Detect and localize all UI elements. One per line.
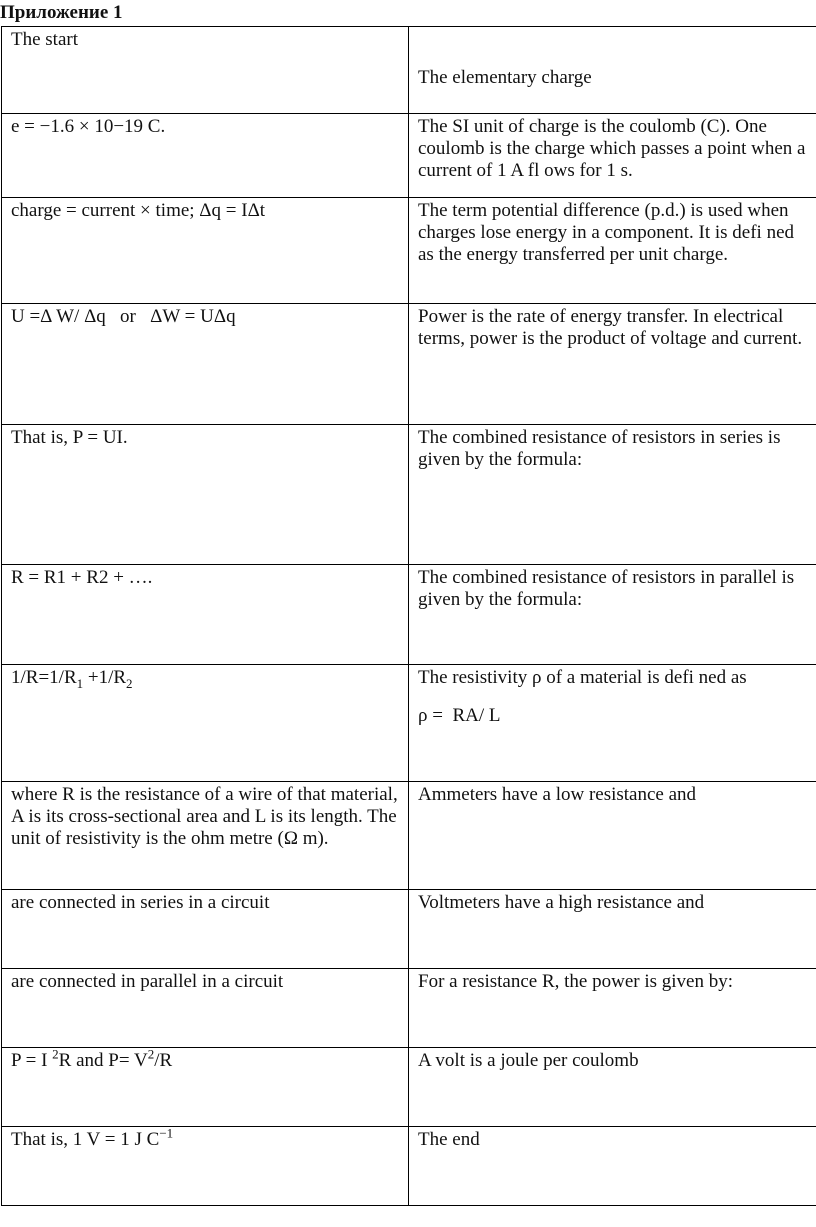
formula-part: That is, 1 V = 1 J C — [11, 1129, 160, 1150]
table-row — [2, 665, 816, 782]
table-cell-left: R = R1 + R2 + …. — [2, 565, 409, 665]
table-cell-left — [2, 665, 409, 782]
table-cell-right: The combined resistance of resistors in series is given by the formula: — [409, 425, 816, 565]
table-row — [2, 782, 816, 890]
table-cell-right: A volt is a joule per coulomb — [409, 1048, 816, 1127]
table-cell-left: U =Δ W/ Δq or ΔW = UΔq — [2, 304, 409, 425]
formula-part: P = I — [11, 1050, 53, 1071]
content-table — [1, 26, 816, 1206]
table-row — [2, 565, 816, 665]
formula-part: +1/R — [83, 667, 127, 688]
table-cell-left: are connected in parallel in a circuit — [2, 969, 409, 1048]
table-cell-left: The start — [2, 27, 409, 114]
table-row — [2, 304, 816, 425]
table-row — [2, 114, 816, 198]
table-row — [2, 425, 816, 565]
formula-superscript: −1 — [159, 1126, 174, 1141]
cell-text: The resistivity ρ of a material is defi ned as — [418, 667, 747, 688]
resistivity-formula: ρ = RA/ L — [418, 705, 501, 726]
table-cell-right: Voltmeters have a high resistance and — [409, 890, 816, 969]
formula-subscript: 2 — [126, 675, 133, 691]
table-cell-left — [2, 1048, 409, 1127]
table-cell-left: charge = current × time; Δq = IΔt — [2, 198, 409, 304]
table-cell-right: The end — [409, 1127, 816, 1206]
table-row — [2, 1127, 816, 1206]
formula-subscript: 1 — [76, 675, 84, 691]
table-cell-right — [409, 665, 816, 782]
table-cell-left: e = −1.6 × 10−19 C. — [2, 114, 409, 198]
table-cell-left: are connected in series in a circuit — [2, 890, 409, 969]
table-row — [2, 27, 816, 114]
table-cell-left: That is, P = UI. — [2, 425, 409, 565]
table-cell-left — [2, 1127, 409, 1206]
table-cell-left: where R is the resistance of a wire of that material, A is its cross-sectional area and L is its length. The unit of resistivity is the ohm metre (Ω m). — [2, 782, 409, 890]
table-cell-right: The term potential difference (p.d.) is used when charges lose energy in a component. It is defi ned as the energy transferred per unit charge. — [409, 198, 816, 304]
table-cell-right — [409, 27, 816, 114]
cell-text: The elementary charge — [418, 67, 592, 88]
table-cell-right: Ammeters have a low resistance and — [409, 782, 816, 890]
table-cell-right: The SI unit of charge is the coulomb (C). One coulomb is the charge which passes a point when a current of 1 A fl ows for 1 s. — [409, 114, 816, 198]
table-row — [2, 1048, 816, 1127]
formula-superscript: 2 — [147, 1047, 155, 1062]
table-row — [2, 890, 816, 969]
table-cell-right: Power is the rate of energy transfer. In electrical terms, power is the product of voltage and current. — [409, 304, 816, 425]
formula-superscript: 2 — [52, 1047, 59, 1062]
table-row — [2, 198, 816, 304]
page-title: Приложение 1 — [0, 2, 123, 23]
formula-part: /R — [154, 1050, 173, 1071]
formula-part: R and P= V — [58, 1050, 148, 1071]
formula-part: 1/R=1/R — [11, 667, 77, 688]
table-cell-right: For a resistance R, the power is given by: — [409, 969, 816, 1048]
table-cell-right: The combined resistance of resistors in parallel is given by the formula: — [409, 565, 816, 665]
table-row — [2, 969, 816, 1048]
